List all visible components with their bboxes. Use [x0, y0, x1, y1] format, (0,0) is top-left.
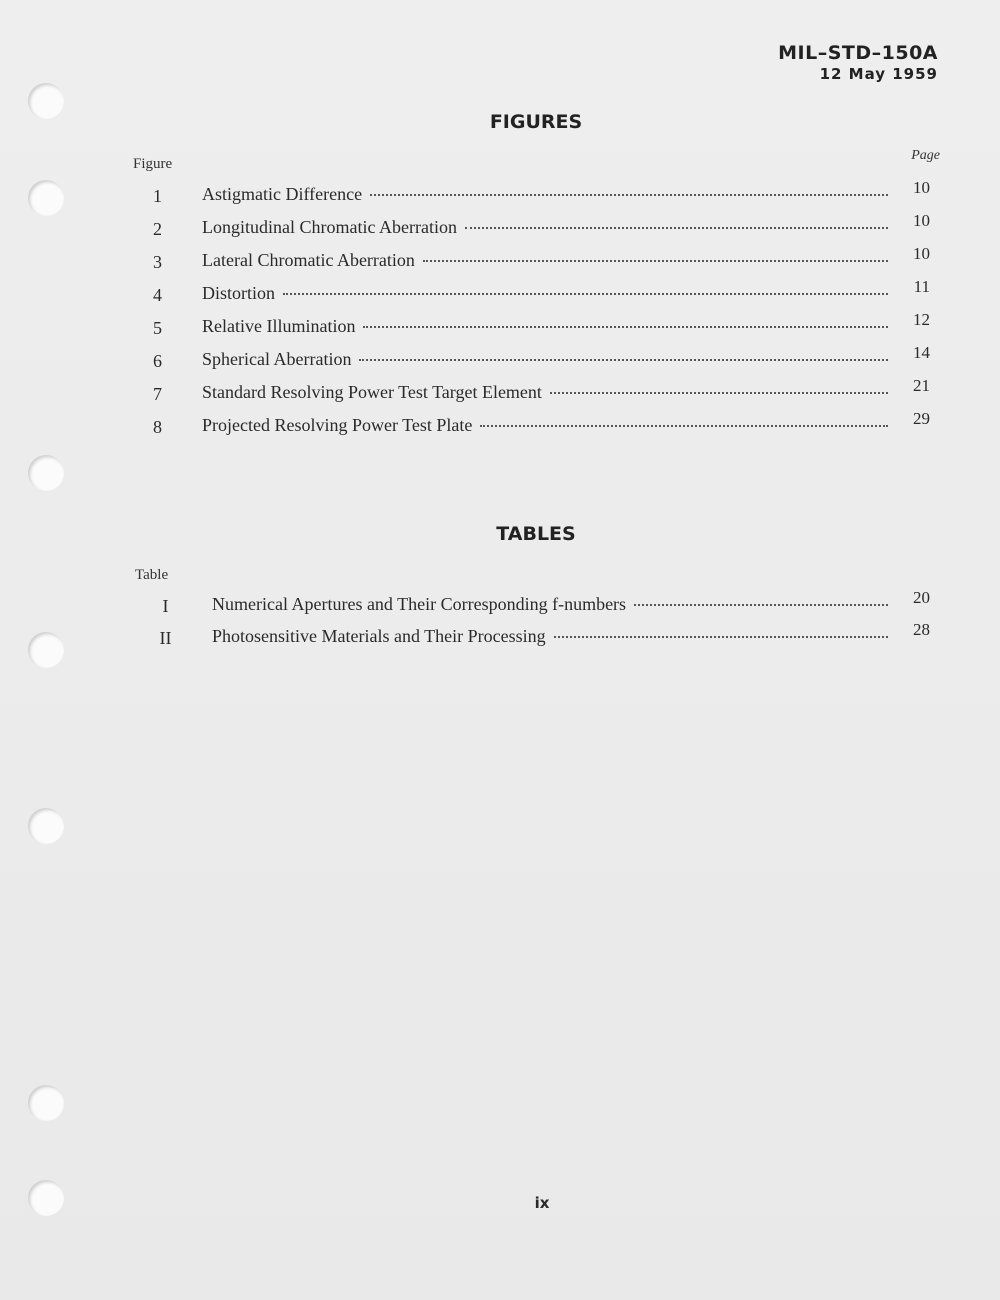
- document-date: 12 May 1959: [819, 65, 938, 83]
- figure-number: 5: [153, 318, 162, 338]
- document-number: MIL–STD–150A: [778, 42, 938, 64]
- figure-number: 3: [153, 252, 162, 272]
- dot-leader: [554, 636, 888, 638]
- figure-title: Longitudinal Chromatic Aberration: [202, 217, 457, 237]
- figure-page: 29: [913, 409, 930, 428]
- figure-page: 10: [913, 178, 930, 197]
- figure-entry: [130, 178, 930, 212]
- table-number: II: [159, 628, 172, 648]
- figure-title: Relative Illumination: [202, 316, 356, 336]
- figure-page: 10: [913, 211, 930, 230]
- document-identifier: [778, 42, 938, 83]
- dot-leader: [465, 227, 888, 229]
- table-page: 20: [913, 588, 930, 607]
- figure-title: Standard Resolving Power Test Target Element: [202, 382, 542, 402]
- figure-entry: [130, 310, 930, 344]
- figure-entry: [130, 409, 930, 443]
- figure-title: Distortion: [202, 283, 276, 303]
- figure-page: 12: [913, 310, 930, 329]
- figure-column-label: Figure: [133, 156, 173, 172]
- figures-heading: FIGURES: [489, 111, 583, 133]
- page-folio: ix: [534, 1194, 550, 1212]
- figure-number: 4: [153, 285, 162, 305]
- figure-page: 11: [913, 277, 930, 296]
- figure-title: Projected Resolving Power Test Plate: [202, 415, 473, 435]
- figure-entry: [130, 376, 930, 410]
- figure-number: 7: [153, 384, 162, 404]
- dot-leader: [370, 194, 888, 196]
- figure-number: 2: [153, 219, 162, 239]
- figure-title: Spherical Aberration: [202, 349, 352, 369]
- figure-number: 1: [153, 186, 162, 206]
- dot-leader: [363, 326, 888, 328]
- figure-entry: [130, 244, 930, 278]
- figure-entry: [130, 343, 930, 377]
- figure-entry: [130, 277, 930, 311]
- dot-leader: [550, 392, 888, 394]
- dot-leader: [480, 425, 888, 427]
- table-number: I: [162, 596, 169, 616]
- table-title: Numerical Apertures and Their Corresponding f-numbers: [212, 594, 627, 614]
- table-entry: [130, 620, 930, 654]
- figure-title: Lateral Chromatic Aberration: [202, 250, 415, 270]
- punch-hole: [28, 632, 64, 668]
- punch-hole: [28, 808, 64, 844]
- page-column-label: Page: [911, 148, 940, 163]
- figure-page: 21: [913, 376, 930, 395]
- dot-leader: [359, 359, 888, 361]
- figure-page: 14: [913, 343, 930, 362]
- table-column-label: Table: [135, 567, 169, 583]
- dot-leader: [283, 293, 888, 295]
- punch-hole: [28, 1085, 64, 1121]
- dot-leader: [423, 260, 888, 262]
- figure-page: 10: [913, 244, 930, 263]
- table-page: 28: [913, 620, 930, 639]
- figure-entry: [130, 211, 930, 245]
- table-title: Photosensitive Materials and Their Processing: [212, 626, 546, 646]
- figure-number: 8: [153, 417, 162, 437]
- figure-title: Astigmatic Difference: [202, 184, 363, 204]
- punch-hole: [28, 180, 64, 216]
- tables-heading: TABLES: [496, 523, 576, 545]
- dot-leader: [634, 604, 888, 606]
- table-entry: [130, 588, 930, 622]
- figure-number: 6: [153, 351, 162, 371]
- punch-hole: [28, 455, 64, 491]
